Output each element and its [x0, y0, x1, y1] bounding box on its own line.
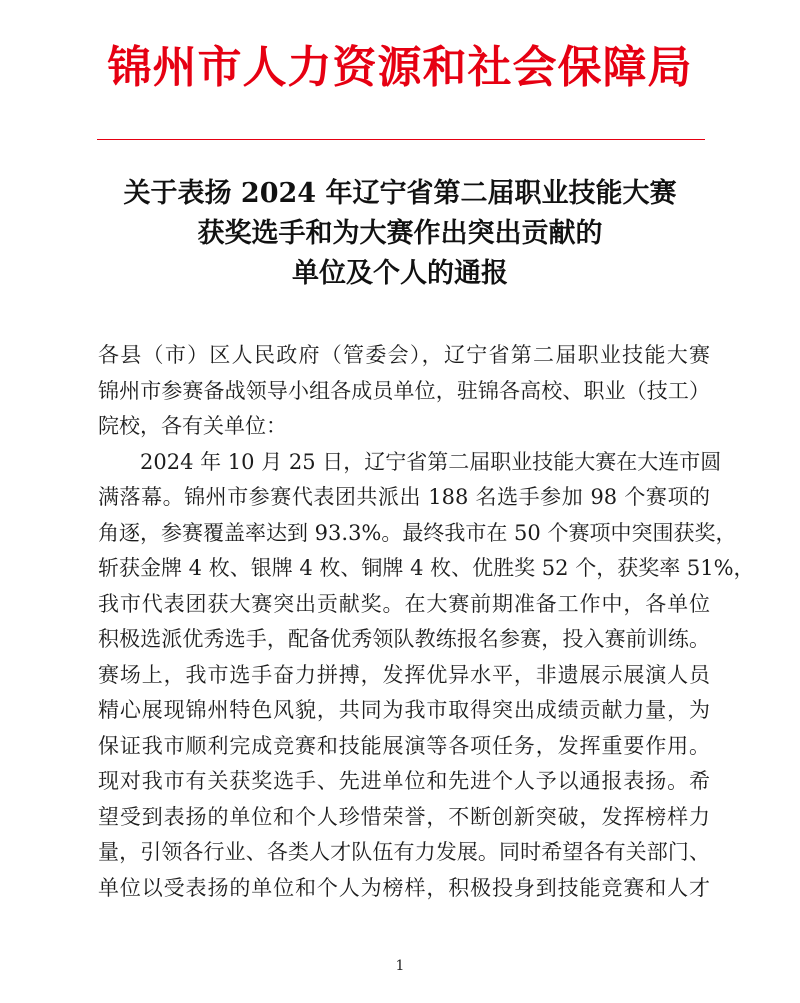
notice-title [0, 174, 800, 294]
notice-title-line: 单位及个人的通报 [292, 258, 508, 289]
letterhead-red-rule [97, 139, 705, 140]
notice-title-line: 关于表扬 2024 年辽宁省第二届职业技能大赛 [123, 178, 677, 209]
paragraph-line: 满落幕。锦州市参赛代表团共派出 188 名选手参加 98 个赛项的 [98, 485, 710, 509]
salutation-line: 各县（市）区人民政府（管委会），辽宁省第二届职业技能大赛 [98, 343, 710, 367]
paragraph-line: 现对我市有关获奖选手、先进单位和先进个人予以通报表扬。希 [98, 769, 710, 793]
salutation-line: 院校，各有关单位： [98, 414, 287, 438]
salutation-line: 锦州市参赛备战领导小组各成员单位，驻锦各高校、职业（技工） [98, 378, 710, 403]
notice-body [98, 338, 755, 906]
paragraph-line: 积极选派优秀选手，配备优秀领队教练报名参赛，投入赛前训练。 [98, 627, 710, 651]
paragraph-line: 角逐，参赛覆盖率达到 93.3%。最终我市在 50 个赛项中突围获奖， [98, 520, 737, 545]
paragraph-line: 望受到表扬的单位和个人珍惜荣誉，不断创新突破，发挥榜样力 [98, 804, 710, 829]
letterhead-org-name: 锦州市人力资源和社会保障局 [107, 42, 693, 93]
paragraph-line: 精心展现锦州特色风貌，共同为我市取得突出成绩贡献力量，为 [98, 698, 710, 722]
paragraph-line: 斩获金牌 4 枚、银牌 4 枚、铜牌 4 枚、优胜奖 52 个，获奖率 51%， [98, 556, 755, 580]
page-number: 1 [395, 958, 405, 974]
paragraph-line: 保证我市顺利完成竞赛和技能展演等各项任务，发挥重要作用。 [98, 733, 710, 758]
notice-title-line: 获奖选手和为大赛作出突出贡献的 [197, 218, 603, 249]
paragraph-line: 量，引领各行业、各类人才队伍有力发展。同时希望各有关部门、 [98, 840, 710, 864]
paragraph-line: 2024 年 10 月 25 日，辽宁省第二届职业技能大赛在大连市圆 [140, 449, 722, 474]
paragraph-line: 赛场上，我市选手奋力拼搏，发挥优异水平，非遗展示展演人员 [98, 662, 710, 687]
paragraph-line: 单位以受表扬的单位和个人为榜样，积极投身到技能竞赛和人才 [98, 875, 710, 900]
paragraph-line: 我市代表团获大赛突出贡献奖。在大赛前期准备工作中，各单位 [98, 591, 710, 616]
